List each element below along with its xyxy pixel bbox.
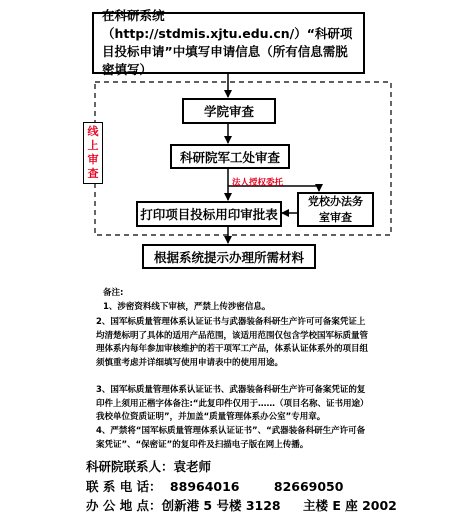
step-military-office-review-text: 科研院军工处审查	[179, 149, 280, 165]
note-item-1-text: 1、涉密资料线下审核，严禁上传涉密信息。	[103, 302, 271, 312]
authorized-delegation-text: 法人授权委托	[232, 178, 284, 188]
step-submit-application	[92, 8, 365, 77]
note-item-3-text: 3、国军标质量管理体系认证证书、武器装备科研生产许可备案凭证的复印件上须用正楷字体备注:“此复印件仅用于……（项目名称、证书用途）我校单位资质证明”，并加盖“质量管理体系办公室”专用章。	[96, 385, 366, 422]
step-print-approval-form-text: 打印项目投标用印审批表	[140, 207, 278, 222]
step-legal-office-review-text: 党校办法务室审查	[308, 194, 363, 224]
step-legal-office-review	[297, 192, 374, 227]
contact-address-row	[86, 496, 397, 514]
contact-person-label: 科研院联系人：	[86, 459, 174, 474]
contact-phone-row	[86, 477, 343, 495]
contact-phone-2: 82669050	[273, 479, 344, 494]
contact-phone-1: 88964016	[169, 479, 240, 494]
contact-phone-label: 联 系 电 话：	[86, 479, 162, 494]
step-print-approval-form	[136, 201, 282, 227]
online-review-label	[83, 122, 103, 184]
online-review-label-text: 线上审查	[87, 125, 99, 180]
contact-address-1: 创新港 5 号楼 3128	[161, 498, 281, 513]
note-item-4-text: 4、严禁将“国军标质量管理体系认证证书”、“武器装备科研生产许可备案凭证”、“保密证”的复印件及扫描电子版在网上传播。	[96, 426, 366, 450]
notes-title-text: 备注:	[103, 288, 124, 298]
step-military-office-review	[170, 144, 290, 169]
step-college-review	[182, 98, 276, 124]
note-item-2-text: 2、国军标质量管理体系认证证书与武器装备科研生产许可可备案凭证上均清楚标明了具体的适用产品范围，该适用范围仅包含学校国军标质量管理体系内每年参加审核维护的若干项军工产品，体系认证体系外的项目组须慎重考虑并详细填写使用申请表中的使用用途。	[96, 317, 369, 368]
note-item-3	[96, 384, 368, 425]
step-prepare-materials	[142, 244, 316, 269]
contact-address-label: 办 公 地 点：	[86, 498, 162, 513]
contact-address-2: 主楼 E 座 2002	[302, 498, 397, 513]
note-item-1	[103, 301, 371, 315]
note-item-4	[96, 425, 368, 452]
contact-person-name: 袁老师	[173, 459, 212, 474]
step-college-review-text: 学院审查	[203, 104, 254, 119]
note-item-2	[96, 316, 368, 370]
contact-person-row	[86, 457, 211, 475]
notes-title	[103, 287, 123, 301]
authorized-delegation-label	[232, 176, 283, 188]
step-submit-application-text: 在科研系统（http://stdmis.xjtu.edu.cn/）“科研项目投标申请”中填写申请信息（所有信息需脱密填写）	[102, 8, 353, 77]
step-prepare-materials-text: 根据系统提示办理所需材料	[153, 249, 304, 265]
